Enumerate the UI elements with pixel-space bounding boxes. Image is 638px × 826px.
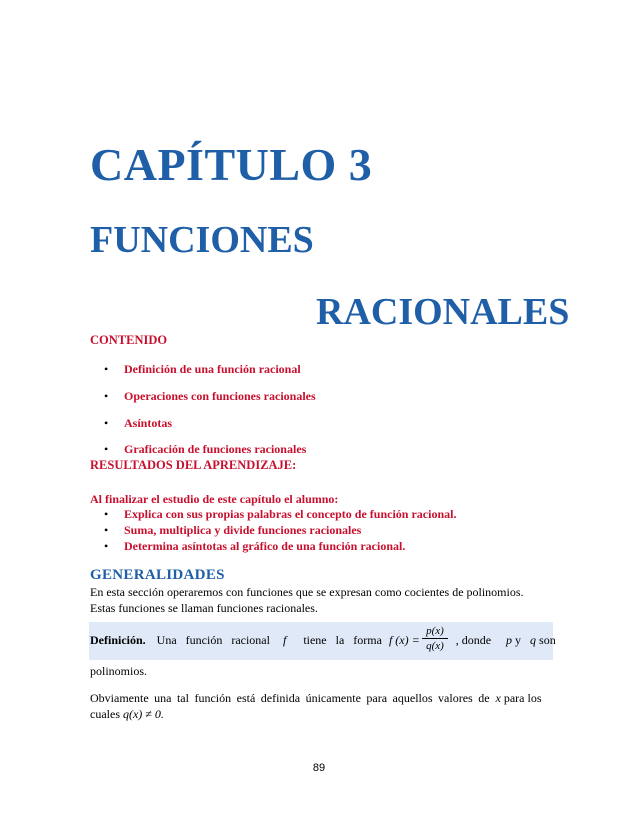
condition-text: q(x) ≠ 0. <box>122 707 164 721</box>
list-item <box>104 507 456 522</box>
list-item <box>104 442 306 457</box>
definition-text: , donde <box>455 633 492 647</box>
list-item-label: Suma, multiplica y divide funciones racionales <box>124 523 362 537</box>
bullet-icon: • <box>104 362 109 376</box>
definition-line <box>90 633 556 648</box>
list-item <box>104 389 316 404</box>
definition-label: Definición. <box>90 633 146 647</box>
fraction-denominator: q(x) <box>426 640 444 652</box>
bullet-icon: • <box>104 442 109 456</box>
bullet-icon: • <box>104 523 109 537</box>
definition-line2: polinomios. <box>90 664 148 678</box>
resultados-heading: RESULTADOS DEL APRENDIZAJE: <box>90 458 297 472</box>
list-item <box>104 523 361 538</box>
fraction-numerator: p(x) <box>422 625 448 639</box>
list-item <box>104 362 301 377</box>
bullet-icon: • <box>104 389 109 403</box>
list-item-label: Definición de una función racional <box>124 362 301 376</box>
definition-p: p <box>506 633 513 647</box>
paragraph-line: Estas funciones se llaman funciones racionales. <box>90 601 318 615</box>
list-item <box>104 539 405 554</box>
formula-lhs: f (x) = <box>388 633 420 647</box>
page-number: 89 <box>312 762 326 774</box>
list-item-label: Graficación de funciones racionales <box>124 442 307 456</box>
contenido-heading: CONTENIDO <box>90 333 168 347</box>
list-item-label: Operaciones con funciones racionales <box>124 389 316 403</box>
list-item-label: Determina asíntotas al gráfico de una función racional. <box>124 539 406 553</box>
chapter-title-line1: FUNCIONES <box>90 219 314 261</box>
formula-fraction <box>422 625 448 652</box>
paragraph-line <box>90 690 552 706</box>
bullet-icon: • <box>104 507 109 521</box>
chapter-heading: CAPÍTULO 3 <box>90 139 373 190</box>
paragraph-text: cuales <box>90 707 120 721</box>
bullet-icon: • <box>104 416 109 430</box>
definition-text: Una función racional <box>156 633 270 647</box>
paragraph-text: Obviamente una tal función está definida únicamente para aquellos valores de <box>90 691 490 705</box>
paragraph-line: En esta sección operaremos con funciones que se expresan como cocientes de polinomios. <box>90 585 524 599</box>
paragraph-line <box>90 706 552 722</box>
list-item-label: Asíntotas <box>124 416 173 430</box>
definition-f: f <box>282 633 287 647</box>
list-item-label: Explica con sus propias palabras el concepto de función racional. <box>124 507 457 521</box>
paragraph-text: para los <box>503 691 542 705</box>
definition-q: q <box>530 633 537 647</box>
definition-text: y <box>515 633 522 647</box>
obvio-paragraph <box>90 690 552 722</box>
variable-x: x <box>495 691 501 705</box>
generalidades-paragraph <box>90 584 552 616</box>
resultados-intro: Al finalizar el estudio de este capítulo el alumno: <box>90 492 339 506</box>
bullet-icon: • <box>104 539 109 553</box>
list-item <box>104 416 172 431</box>
generalidades-heading: GENERALIDADES <box>90 567 225 583</box>
definition-text: tiene la forma <box>303 633 382 647</box>
chapter-title-line2: RACIONALES <box>316 291 570 333</box>
definition-text: son <box>539 633 556 647</box>
